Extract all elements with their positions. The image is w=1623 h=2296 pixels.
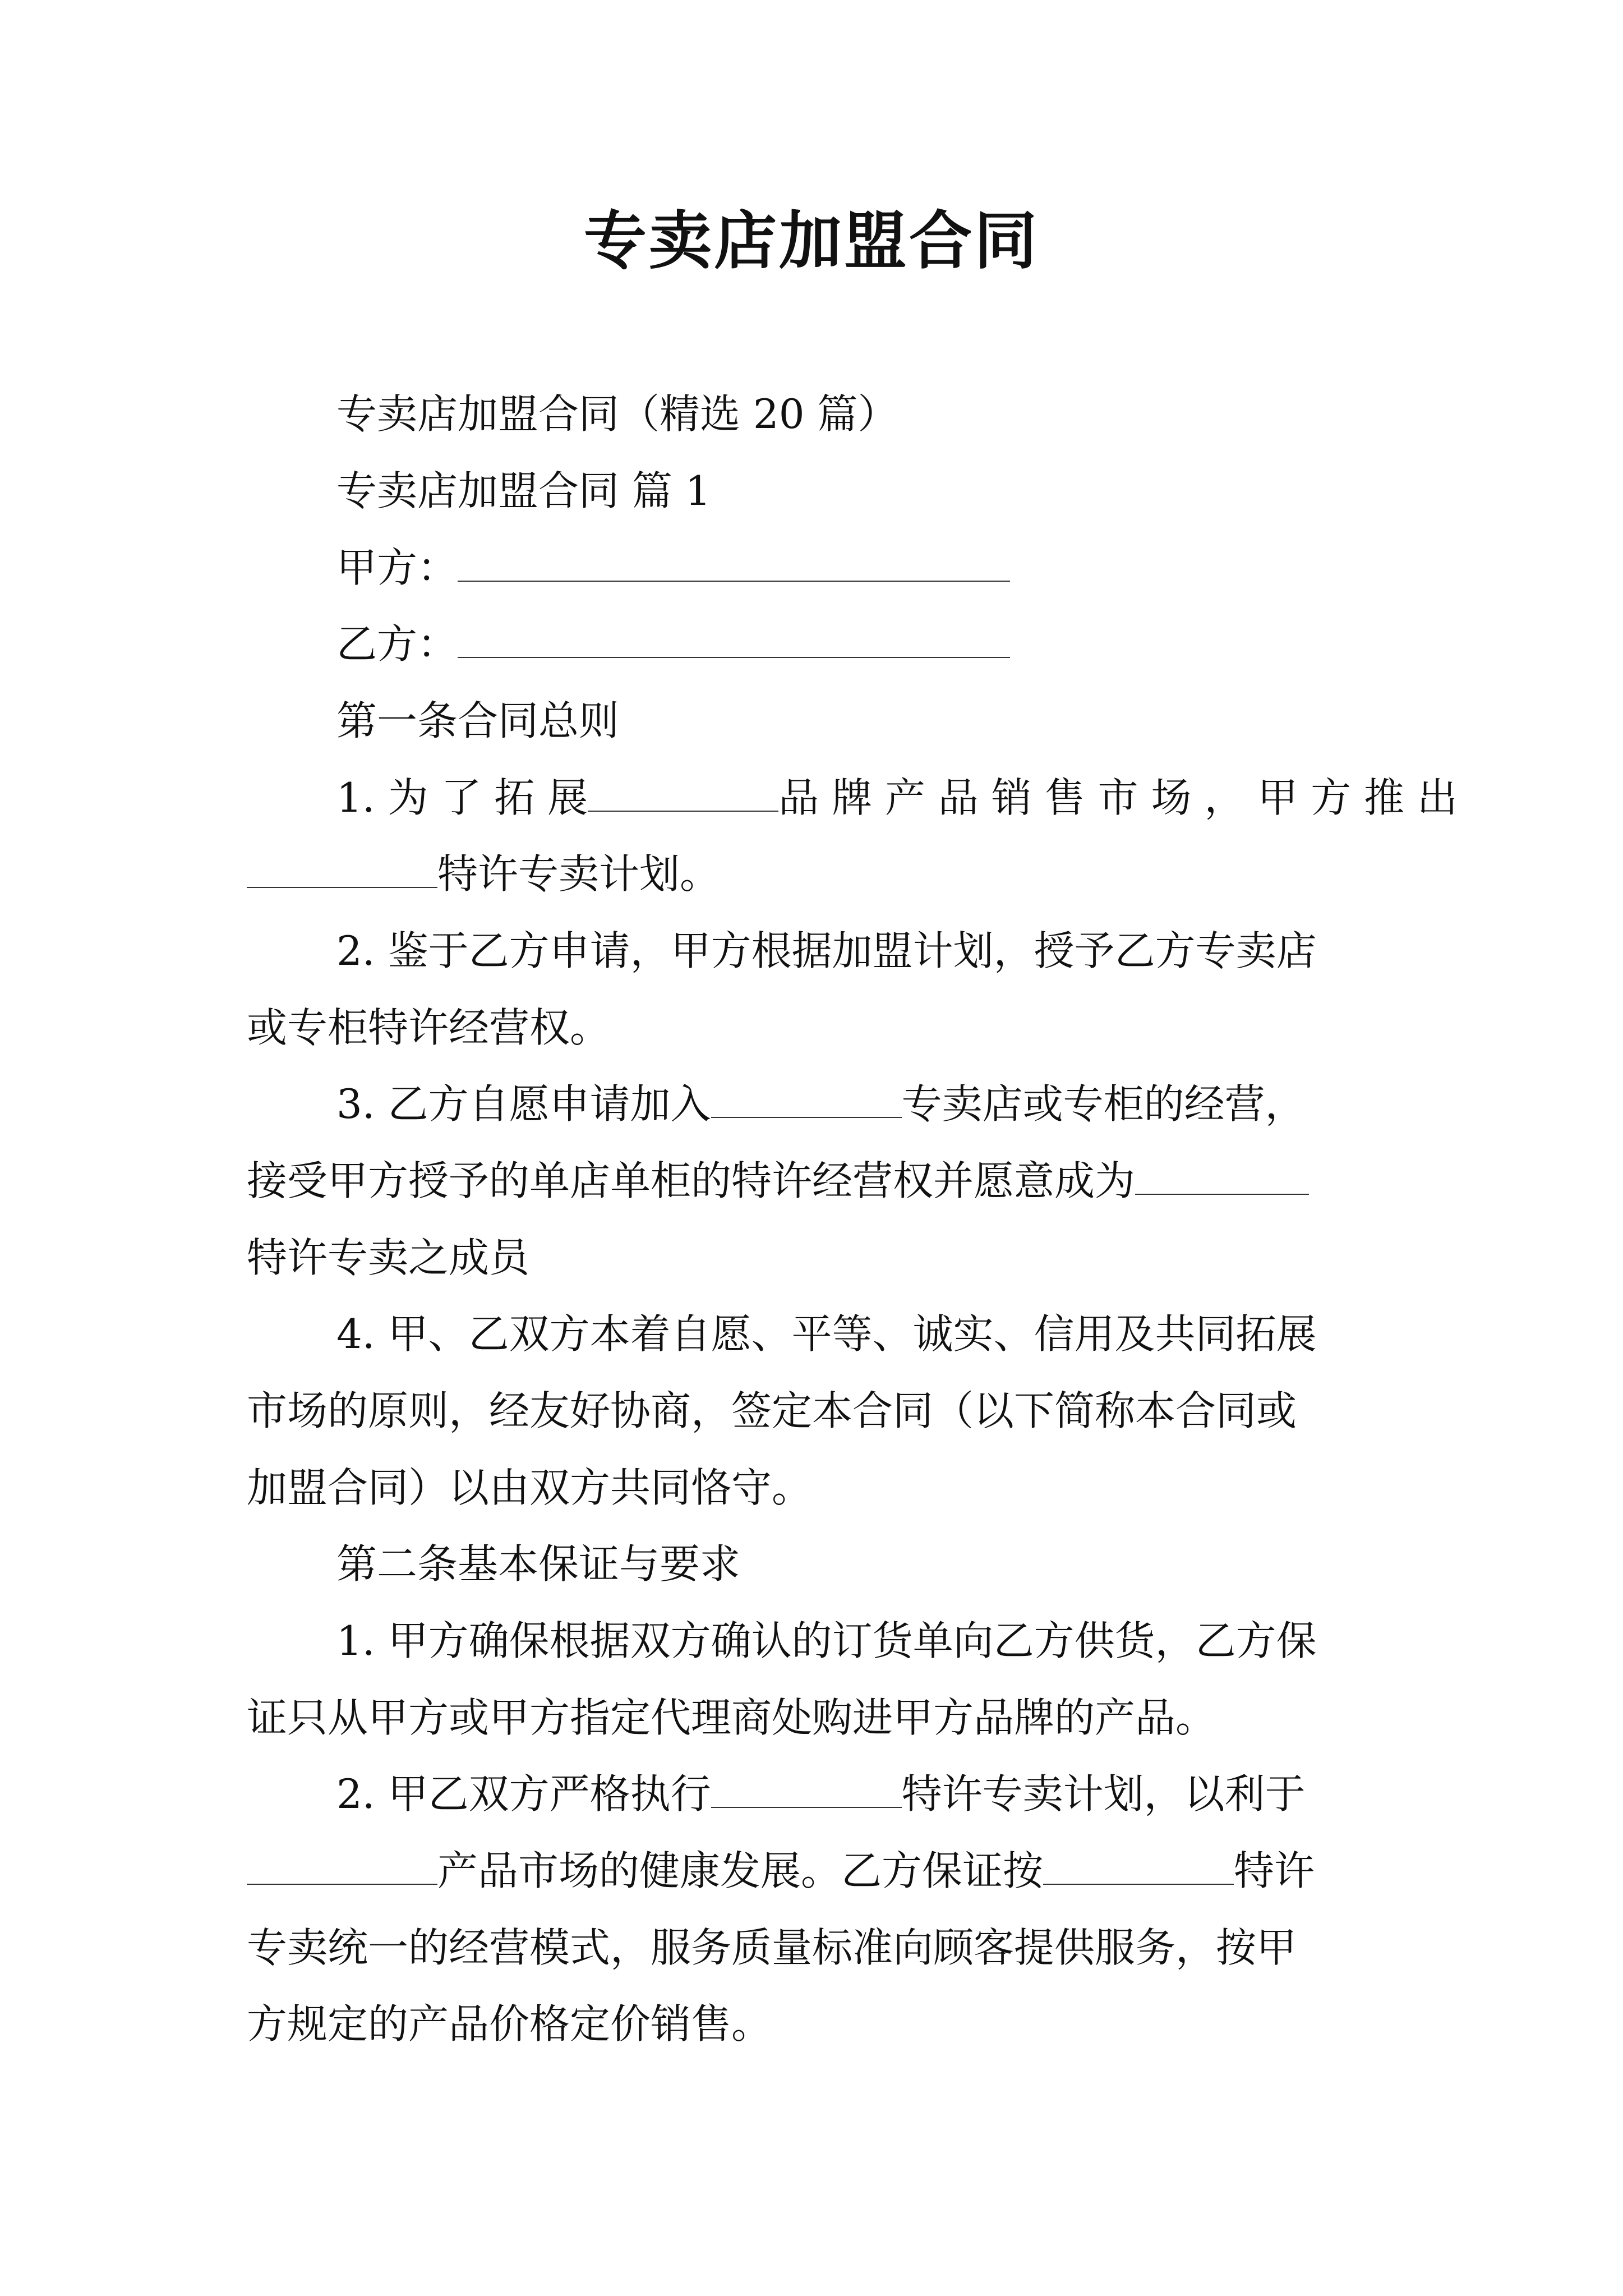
article2-p1-line1: 1. 甲方确保根据双方确认的订货单向乙方供货，乙方保 [336,1617,1317,1664]
party-b-blank [458,618,1010,658]
article2-p2-text-d: 特许 [1234,1847,1315,1894]
article1-p1-line1 [336,770,1458,826]
document-title: 专卖店加盟合同 [584,204,1039,278]
article2-p2-line2 [247,1843,1315,1899]
article1-p2-line1: 2. 鉴于乙方申请，甲方根据加盟计划，授予乙方专卖店 [336,927,1317,974]
section-heading: 专卖店加盟合同 篇 1 [336,467,711,514]
product-blank [247,1844,437,1885]
article1-p1-text-c: 特许专卖计划。 [437,850,721,898]
brand-blank [588,771,778,812]
article1-heading: 第一条合同总则 [336,697,620,744]
article1-p2-line2: 或专柜特许经营权。 [247,1004,611,1051]
party-a-blank [458,541,1010,582]
article2-p2-text-b: 特许专卖计划，以利于 [901,1770,1306,1818]
plan-blank [247,848,437,888]
article1-p4-line3: 加盟合同）以由双方共同恪守。 [247,1464,813,1511]
article2-p2-line4: 方规定的产品价格定价销售。 [247,2000,772,2047]
party-b-line [336,616,1010,672]
party-a-line [336,540,1010,596]
article1-p1-text-a: 1. 为 了 拓 展 [336,774,588,821]
article2-p2-line3: 专卖统一的经营模式，服务质量标准向顾客提供服务，按甲 [247,1924,1297,1971]
article2-p2-text-a: 2. 甲乙双方严格执行 [336,1770,711,1818]
party-b-label: 乙方： [336,620,458,668]
article1-p3-text-a: 3. 乙方自愿申请加入 [336,1080,711,1128]
article1-p1-text-b: 品 牌 产 品 销 售 市 场 ， 甲 方 推 出 [778,774,1458,821]
article2-p2-line1 [336,1766,1306,1822]
article1-p3-line3: 特许专卖之成员 [247,1234,530,1281]
article2-p1-line2: 证只从甲方或甲方指定代理商处购进甲方品牌的产品。 [247,1694,1216,1741]
article1-p3-text-b: 专卖店或专柜的经营， [901,1080,1306,1128]
article2-p2-text-c: 产品市场的健康发展。乙方保证按 [437,1847,1044,1894]
execute-blank [711,1768,902,1808]
party-a-label: 甲方： [336,544,458,591]
join-blank [711,1078,902,1118]
subtitle: 专卖店加盟合同（精选 20 篇） [336,390,898,438]
mode-blank [1043,1844,1234,1885]
article2-heading: 第二条基本保证与要求 [336,1540,741,1588]
article1-p3-line2 [247,1153,1309,1209]
article1-p4-line2: 市场的原则，经友好协商，签定本合同（以下简称本合同或 [247,1387,1297,1434]
article1-p4-line1: 4. 甲、乙双方本着自愿、平等、诚实、信用及共同拓展 [336,1310,1317,1358]
article1-p3-line1 [336,1076,1306,1132]
article1-p1-line2 [247,846,720,902]
article1-p3-text-c: 接受甲方授予的单店单柜的特许经营权并愿意成为 [247,1157,1136,1204]
member-blank [1135,1154,1309,1195]
